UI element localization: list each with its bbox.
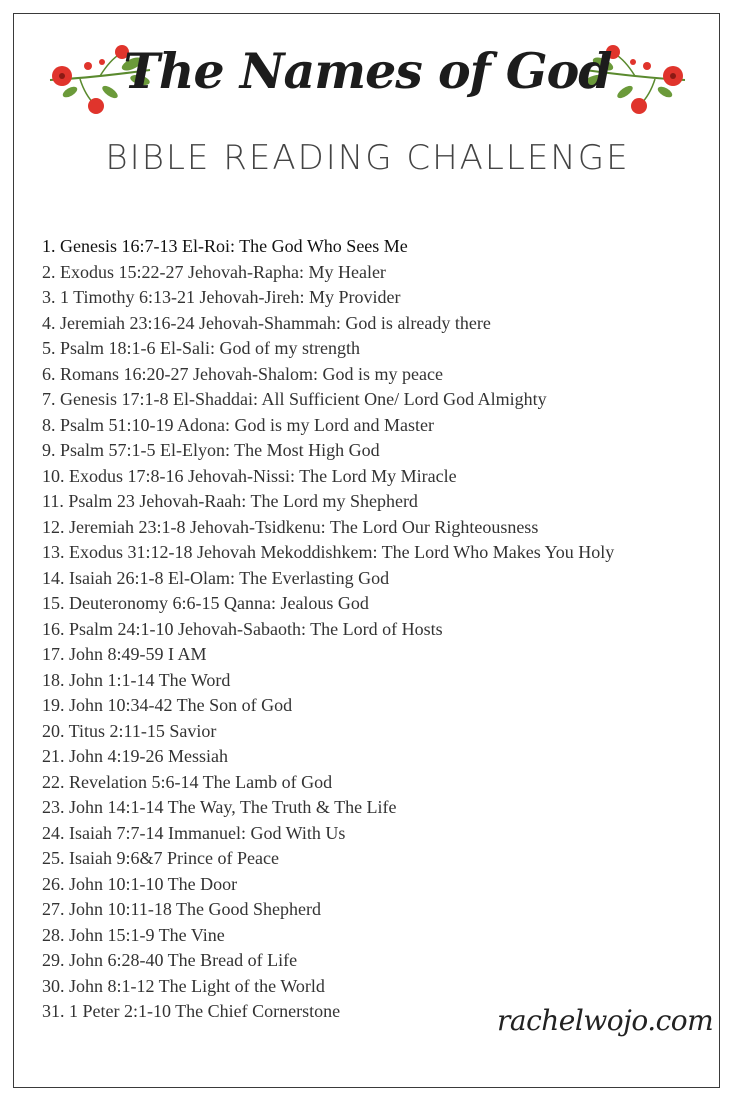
list-item: 27. John 10:11-18 The Good Shepherd	[42, 899, 321, 919]
list-item: 24. Isaiah 7:7-14 Immanuel: God With Us	[42, 822, 346, 843]
list-item: 20. Titus 2:11-15 Savior	[42, 720, 217, 741]
list-item: 2. Exodus 15:22-27 Jehovah-Rapha: My Healer	[42, 261, 386, 282]
list-item: 1. Genesis 16:7-13 El-Roi: The God Who Sees Me	[42, 236, 408, 256]
list-item: 26. John 10:1-10 The Door	[42, 873, 238, 894]
list-item: 21. John 4:19-26 Messiah	[42, 746, 228, 766]
list-item: 22. Revelation 5:6-14 The Lamb of God	[42, 771, 333, 792]
list-item: 3. 1 Timothy 6:13-21 Jehovah-Jireh: My Provider	[42, 287, 401, 307]
list-item: 6. Romans 16:20-27 Jehovah-Shalom: God is my peace	[42, 363, 443, 384]
list-item: 9. Psalm 57:1-5 El-Elyon: The Most High God	[42, 440, 380, 460]
list-item: 11. Psalm 23 Jehovah-Raah: The Lord my Shepherd	[42, 491, 418, 511]
list-item: 29. John 6:28-40 The Bread of Life	[42, 950, 298, 970]
list-item: 5. Psalm 18:1-6 El-Sali: God of my strength	[42, 338, 360, 358]
list-item: 15. Deuteronomy 6:6-15 Qanna: Jealous God	[42, 593, 369, 613]
list-item: 10. Exodus 17:8-16 Jehovah-Nissi: The Lord My Miracle	[42, 465, 457, 486]
list-item: 17. John 8:49-59 I AM	[42, 644, 207, 664]
site-watermark: rachelwojo.com	[497, 1004, 714, 1037]
list-item: 8. Psalm 51:10-19 Adona: God is my Lord and Master	[42, 414, 434, 435]
list-item: 16. Psalm 24:1-10 Jehovah-Sabaoth: The Lord of Hosts	[42, 618, 443, 639]
list-item: 14. Isaiah 26:1-8 El-Olam: The Everlasting God	[42, 567, 390, 588]
reading-list	[42, 234, 614, 1025]
list-item: 12. Jeremiah 23:1-8 Jehovah-Tsidkenu: The Lord Our Righteousness	[42, 516, 539, 537]
list-item: 18. John 1:1-14 The Word	[42, 669, 231, 690]
list-item: 30. John 8:1-12 The Light of the World	[42, 975, 325, 996]
list-item: 25. Isaiah 9:6&7 Prince of Peace	[42, 848, 279, 868]
list-item: 28. John 15:1-9 The Vine	[42, 924, 225, 945]
list-item: 13. Exodus 31:12-18 Jehovah Mekoddishkem: The Lord Who Makes You Holy	[42, 542, 615, 562]
list-item: 7. Genesis 17:1-8 El-Shaddai: All Sufficient One/ Lord God Almighty	[42, 389, 547, 409]
list-item: 31. 1 Peter 2:1-10 The Chief Cornerstone	[42, 1001, 341, 1021]
list-item: 23. John 14:1-14 The Way, The Truth & The Life	[42, 797, 397, 817]
page-title: The Names of God	[123, 42, 612, 100]
list-item: 19. John 10:34-42 The Son of God	[42, 695, 293, 715]
page-subtitle: BIBLE READING CHALLENGE	[105, 138, 630, 178]
list-item: 4. Jeremiah 23:16-24 Jehovah-Shammah: God is already there	[42, 312, 491, 333]
